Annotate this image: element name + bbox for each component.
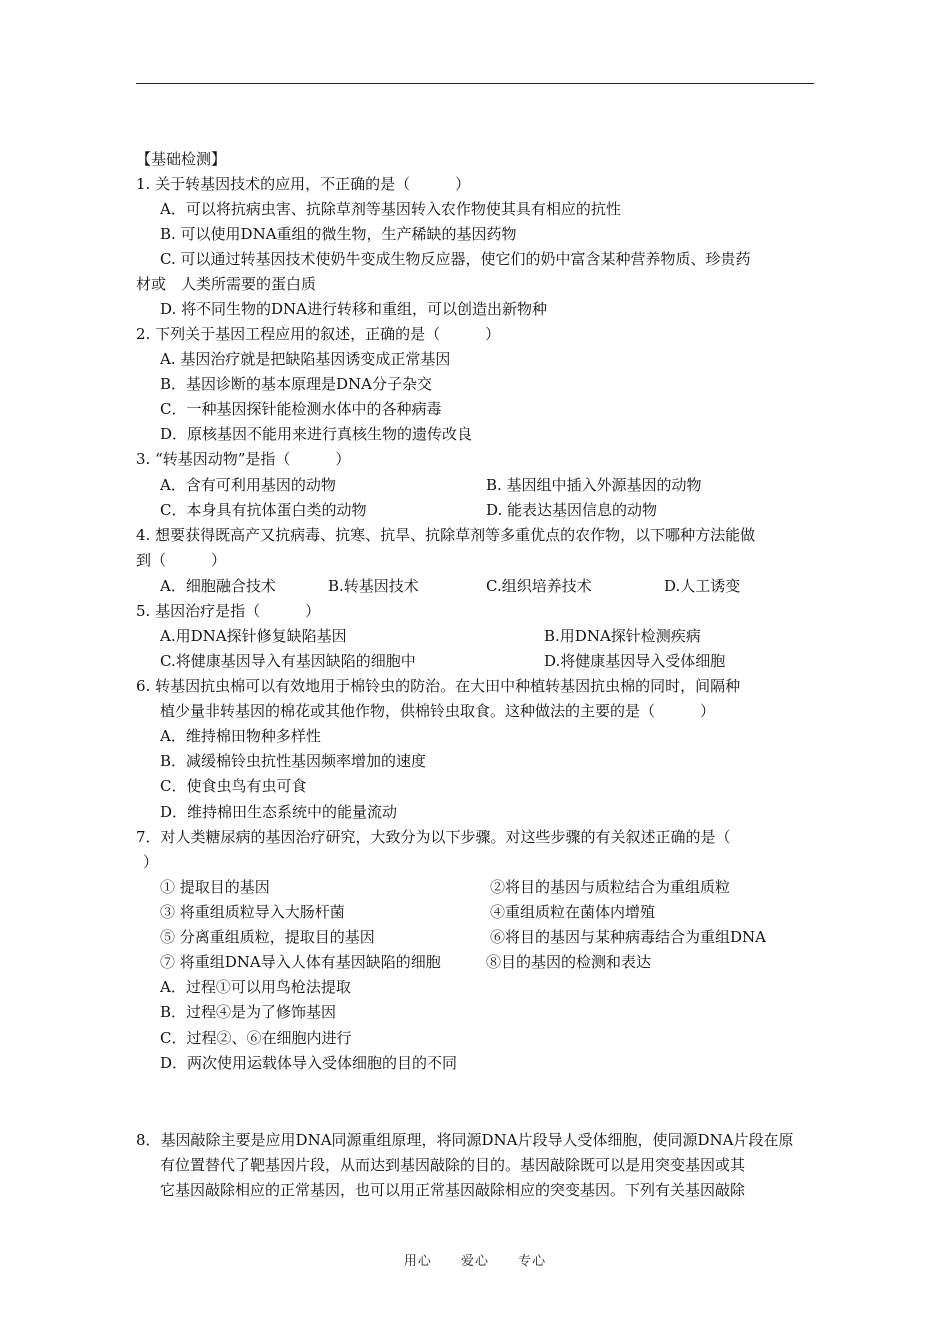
q2-stem: 2. 下列关于基因工程应用的叙述，正确的是（ ）	[136, 325, 501, 343]
q7-step-6: ⑥将目的基因与某种病毒结合为重组DNA	[490, 928, 766, 946]
q7-step-1: ① 提取目的基因	[160, 878, 270, 896]
q8-line3: 它基因敲除相应的正常基因，也可以用正常基因敲除相应的突变基因。下列有关基因敲除	[160, 1181, 746, 1199]
q6-option-d: D．维持棉田生态系统中的能量流动	[160, 803, 398, 821]
q5-option-a: A.用DNA探针修复缺陷基因	[160, 627, 347, 645]
q7-option-a: A．过程①可以用鸟枪法提取	[160, 978, 351, 996]
page-footer	[0, 1250, 950, 1269]
q4-option-a: A．细胞融合技术	[160, 577, 276, 595]
q7-option-c: C．过程②、⑥在细胞内进行	[160, 1029, 352, 1047]
q1-option-c-line2: 材或 人类所需要的蛋白质	[136, 275, 317, 293]
q6-stem-line2: 植少量非转基因的棉花或其他作物，供棉铃虫取食。这种做法的主要的是（ ）	[160, 702, 716, 720]
section-title: 【基础检测】	[136, 150, 227, 168]
q3-stem: 3. “转基因动物”是指（ ）	[136, 450, 351, 468]
footer-word-1: 用心	[403, 1254, 432, 1269]
q4-stem-line1: 4. 想要获得既高产又抗病毒、抗寒、抗旱、抗除草剂等多重优点的农作物，以下哪种方法能做	[136, 526, 756, 544]
q6-option-a: A．维持棉田物种多样性	[160, 727, 321, 745]
header-rule	[136, 83, 814, 84]
q7-step-4: ④重组质粒在菌体内增殖	[490, 903, 656, 921]
q1-option-c-line1: C. 可以通过转基因技术使奶牛变成生物反应器，使它们的奶中富含某种营养物质、珍贵药	[160, 250, 751, 268]
q2-option-c: C．一种基因探针能检测水体中的各种病毒	[160, 400, 442, 418]
q7-step-2: ②将目的基因与质粒结合为重组质粒	[490, 878, 731, 896]
q7-stem-line2: ）	[143, 853, 159, 871]
q2-option-a: A. 基因治疗就是把缺陷基因诱变成正常基因	[160, 350, 451, 368]
q3-option-b: B. 基因组中插入外源基因的动物	[486, 476, 702, 494]
q7-step-5: ⑤ 分离重组质粒，提取目的基因	[160, 928, 375, 946]
q7-option-b: B．过程④是为了修饰基因	[160, 1003, 337, 1021]
q7-step-8: ⑧目的基因的检测和表达	[486, 953, 652, 971]
q2-option-d: D．原核基因不能用来进行真核生物的遗传改良	[160, 425, 473, 443]
q7-option-d: D．两次使用运载体导入受体细胞的目的不同	[160, 1054, 458, 1072]
q7-step-7: ⑦ 将重组DNA导入人体有基因缺陷的细胞	[160, 953, 441, 971]
q1-option-a: A．可以将抗病虫害、抗除草剂等基因转入农作物使其具有相应的抗性	[160, 200, 621, 218]
q7-step-3: ③ 将重组质粒导入大肠杆菌	[160, 903, 345, 921]
q1-stem: 1. 关于转基因技术的应用，不正确的是（ ）	[136, 175, 471, 193]
footer-word-2: 爱心	[460, 1254, 489, 1269]
q5-option-c: C.将健康基因导入有基因缺陷的细胞中	[160, 652, 416, 670]
q6-stem-line1: 6. 转基因抗虫棉可以有效地用于棉铃虫的防治。在大田中种植转基因抗虫棉的同时，间隔种	[136, 677, 741, 695]
q6-option-c: C．使食虫鸟有虫可食	[160, 777, 307, 795]
q8-line1: 8．基因敲除主要是应用DNA同源重组原理，将同源DNA片段导人受体细胞，使同源DNA片段在原	[136, 1131, 794, 1149]
q6-option-b: B．减缓棉铃虫抗性基因频率增加的速度	[160, 752, 427, 770]
q5-option-d: D.将健康基因导入受体细胞	[544, 652, 726, 670]
q4-option-b: B.转基因技术	[328, 577, 419, 595]
q7-stem-line1: 7．对人类糖尿病的基因治疗研究，大致分为以下步骤。对这些步骤的有关叙述正确的是（	[136, 828, 731, 846]
q4-stem-line2: 到（ ）	[136, 551, 227, 569]
q8-line2: 有位置替代了靶基因片段，从而达到基因敲除的目的。基因敲除既可以是用突变基因或其	[160, 1156, 746, 1174]
q4-option-c: C.组织培养技术	[486, 577, 592, 595]
q4-option-d: D.人工诱变	[664, 577, 741, 595]
q5-stem: 5. 基因治疗是指（ ）	[136, 602, 321, 620]
footer-word-3: 专心	[518, 1254, 547, 1269]
q3-option-d: D. 能表达基因信息的动物	[486, 501, 658, 519]
q3-option-a: A．含有可利用基因的动物	[160, 476, 336, 494]
q1-option-b: B. 可以使用DNA重组的微生物，生产稀缺的基因药物	[160, 225, 517, 243]
q2-option-b: B．基因诊断的基本原理是DNA分子杂交	[160, 375, 433, 393]
q1-option-d: D. 将不同生物的DNA进行转移和重组，可以创造出新物种	[160, 300, 548, 318]
q3-option-c: C．本身具有抗体蛋白类的动物	[160, 501, 367, 519]
q5-option-b: B.用DNA探针检测疾病	[544, 627, 701, 645]
